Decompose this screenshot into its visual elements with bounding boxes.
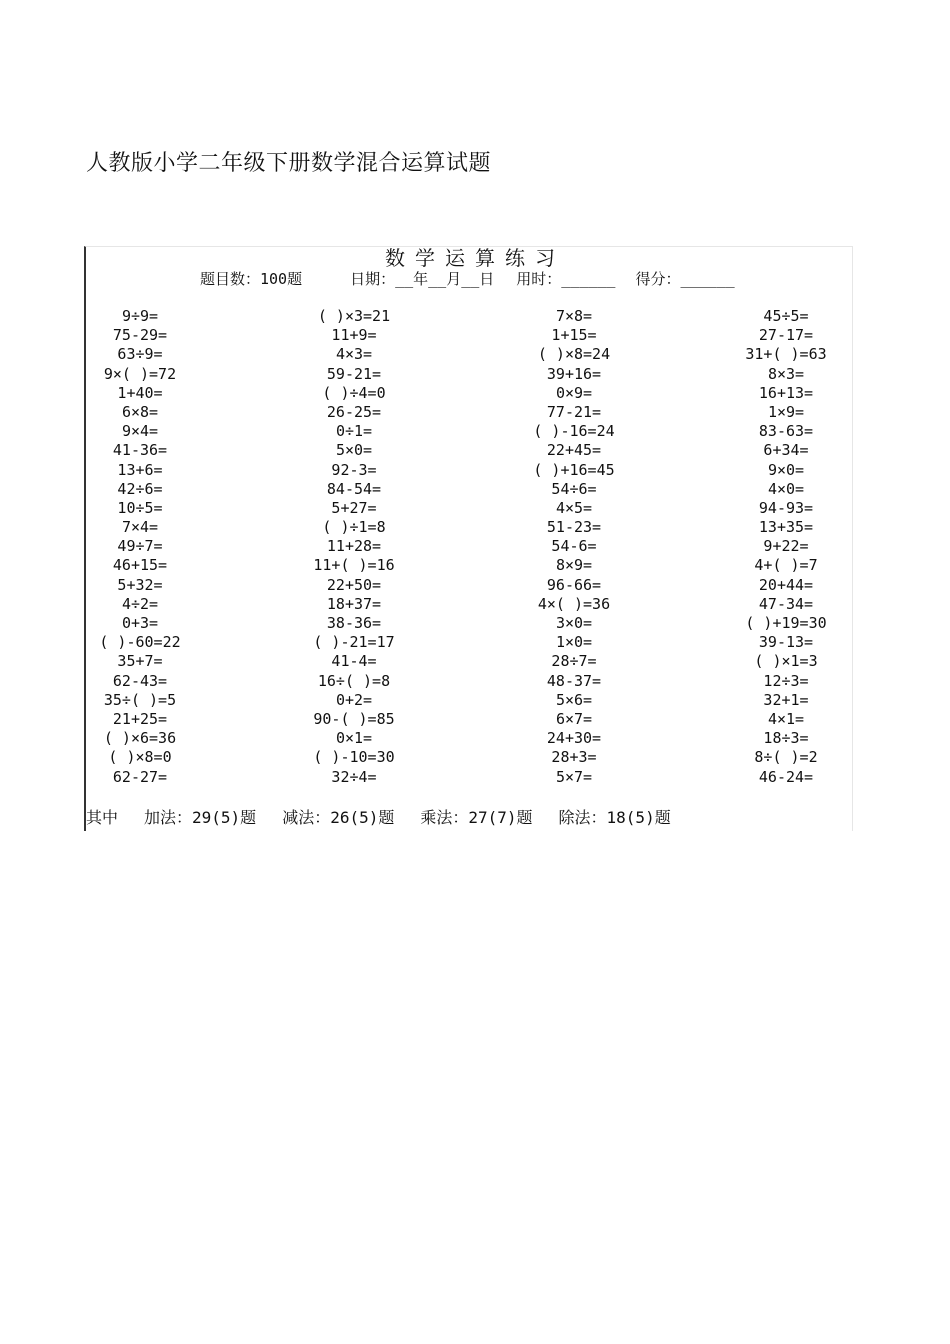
problem-item: 41-4= (331, 652, 377, 671)
time-field: 用时：______ (516, 270, 616, 288)
problem-item: 4×1= (767, 709, 805, 728)
problem-item: 1×9= (767, 402, 805, 421)
problem-item: 41-36= (112, 441, 168, 460)
problem-item: 75-29= (112, 326, 168, 345)
problem-item: ( )×8=0 (108, 748, 172, 767)
problem-item: 11+28= (326, 537, 382, 556)
problem-item: 28+3= (551, 748, 597, 767)
problem-item: 3×0= (555, 614, 593, 632)
problem-item: ( )×6=36 (103, 729, 177, 748)
problem-item: 27-17= (758, 326, 814, 345)
problem-item: 46+15= (112, 556, 168, 575)
problem-item: 11+( )=16 (313, 556, 395, 575)
problem-item: 9×( )=72 (103, 364, 177, 383)
problem-item: 21+25= (112, 709, 168, 728)
problem-item: 90-( )=85 (313, 709, 395, 728)
summary-line (86, 805, 697, 828)
problem-item: 0+3= (121, 614, 159, 632)
problem-item: 9÷9= (121, 307, 159, 325)
problem-item: 38-36= (326, 614, 382, 632)
worksheet-header (200, 269, 735, 289)
problem-item: 6×8= (121, 402, 159, 421)
problem-column-2 (298, 307, 410, 787)
problem-item: ( )+16=45 (533, 460, 615, 479)
problem-item: ( )+19=30 (745, 614, 827, 632)
problem-item: 1+15= (551, 326, 597, 345)
problem-item: 42÷6= (117, 479, 163, 498)
problem-item: 16÷( )=8 (317, 671, 391, 690)
problem-item: 4×0= (767, 479, 805, 498)
problem-item: 22+45= (546, 441, 602, 460)
problem-item: 96-66= (546, 575, 602, 594)
problem-item: 92-3= (331, 460, 377, 479)
problem-item: 10÷5= (117, 498, 163, 517)
problem-item: 32÷4= (331, 767, 377, 786)
problem-item: 8×3= (767, 364, 805, 383)
problem-item: 48-37= (546, 671, 602, 690)
problem-item: 0×1= (335, 729, 373, 748)
problem-item: 54÷6= (551, 479, 597, 498)
problem-item: 7×8= (555, 307, 593, 325)
problem-column-4 (728, 307, 844, 787)
score-field: 得分：______ (635, 270, 735, 288)
problem-item: 6×7= (555, 709, 593, 728)
problem-item: 24+30= (546, 729, 602, 748)
problem-item: 0×9= (555, 383, 593, 402)
problem-column-1 (86, 307, 194, 787)
problem-item: 4×( )=36 (537, 594, 611, 613)
problem-item: 13+35= (758, 518, 814, 537)
problem-item: 4÷2= (121, 594, 159, 613)
problem-item: 31+( )=63 (745, 345, 827, 364)
problem-item: 9+22= (763, 537, 809, 556)
problem-item: ( )×3=21 (317, 307, 391, 325)
summary-mul: 乘法：27(7)题 (420, 808, 533, 827)
question-count: 题目数：100题 (200, 270, 303, 288)
problem-item: ( )-10=30 (313, 748, 395, 767)
problem-item: 5×0= (335, 441, 373, 460)
date-field: 日期：__年__月__日 (350, 270, 495, 288)
problem-column-3 (516, 307, 632, 787)
problem-item: 8÷( )=2 (754, 748, 818, 767)
problem-item: 0÷1= (335, 422, 373, 441)
problem-item: 35+7= (117, 652, 163, 671)
problem-item: 39+16= (546, 364, 602, 383)
problem-item: 11+9= (331, 326, 377, 345)
problem-item: 63÷9= (117, 345, 163, 364)
problem-item: 54-6= (551, 537, 597, 556)
problem-item: 20+44= (758, 575, 814, 594)
problem-item: 62-27= (112, 767, 168, 786)
problem-item: 0+2= (335, 690, 373, 709)
problem-item: 26-25= (326, 402, 382, 421)
problem-item: ( )-16=24 (533, 422, 615, 441)
problem-item: 16+13= (758, 383, 814, 402)
problem-item: 46-24= (758, 767, 814, 786)
problem-item: ( )-21=17 (313, 633, 395, 652)
problem-item: 9×0= (767, 460, 805, 479)
problem-item: 4+( )=7 (754, 556, 818, 575)
problem-item: 39-13= (758, 633, 814, 652)
problem-item: ( )×8=24 (537, 345, 611, 364)
problem-item: 1+40= (117, 383, 163, 402)
problem-item: 12÷3= (763, 671, 809, 690)
problem-item: 4×3= (335, 345, 373, 364)
problem-item: ( )-60=22 (99, 633, 181, 652)
problem-item: 5+32= (117, 575, 163, 594)
problem-item: 51-23= (546, 518, 602, 537)
problem-item: 18÷3= (763, 729, 809, 748)
problem-item: 28÷7= (551, 652, 597, 671)
summary-div: 除法：18(5)题 (558, 808, 671, 827)
summary-sub: 减法：26(5)题 (282, 808, 395, 827)
problem-item: ( )÷4=0 (322, 383, 386, 402)
problem-item: 1×0= (555, 633, 593, 652)
problem-item: 13+6= (117, 460, 163, 479)
problem-item: 4×5= (555, 498, 593, 517)
problem-item: ( )×1=3 (754, 652, 818, 671)
problem-item: 35÷( )=5 (103, 690, 177, 709)
worksheet (84, 246, 853, 831)
problem-item: 7×4= (121, 518, 159, 537)
problem-item: 5+27= (331, 498, 377, 517)
problem-item: 49÷7= (117, 537, 163, 556)
problem-item: 32+1= (763, 690, 809, 709)
summary-add: 加法：29(5)题 (144, 808, 257, 827)
problem-item: ( )÷1=8 (322, 518, 386, 537)
problem-item: 5×6= (555, 690, 593, 709)
problem-item: 6+34= (763, 441, 809, 460)
problem-item: 59-21= (326, 364, 382, 383)
problem-item: 77-21= (546, 402, 602, 421)
problem-item: 22+50= (326, 575, 382, 594)
problem-item: 5×7= (555, 767, 593, 786)
problem-item: 47-34= (758, 594, 814, 613)
problem-item: 84-54= (326, 479, 382, 498)
problem-item: 8×9= (555, 556, 593, 575)
worksheet-title: 数学运算练习 (385, 246, 565, 270)
document-title: 人教版小学二年级下册数学混合运算试题 (86, 151, 492, 176)
problem-item: 9×4= (121, 422, 159, 441)
problem-item: 94-93= (758, 498, 814, 517)
summary-prefix: 其中 (86, 808, 119, 827)
problem-item: 62-43= (112, 671, 168, 690)
problem-item: 45÷5= (763, 307, 809, 325)
problem-item: 83-63= (758, 422, 814, 441)
problem-item: 18+37= (326, 594, 382, 613)
